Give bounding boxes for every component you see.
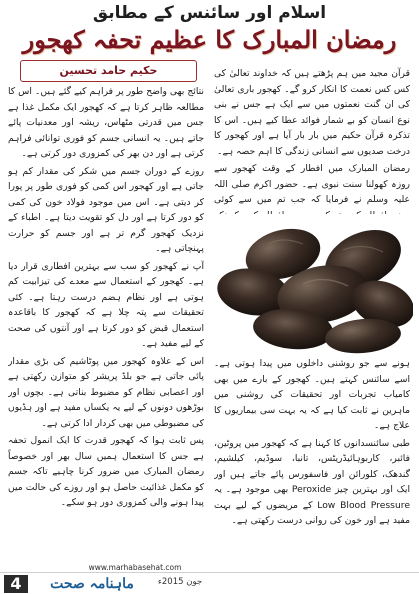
website-url: www.marhabasehat.com bbox=[88, 563, 182, 572]
paragraph: نتائج بھی واضح طور پر فراہم کیے گئے ہیں۔ اس کا مطالعہ ظاہر کرتا ہے کہ کھجور ایک مکمل غذا ہے جس میں قدرتی مٹھاس، ریشہ اور معدنیات پائے جاتے ہیں۔ یہ انسانی جسم کو فوری توانائی فراہم کرتی ہے اور دن بھر کی کمزوری دور کرتی ہے۔ bbox=[8, 86, 204, 159]
paragraph: اس کے علاوہ کھجور میں پوٹاشیم کی بڑی مقدار پائی جاتی ہے جو بلڈ پریشر کو متوازن رکھتی ہے اور اعصابی نظام کو مضبوط بناتی ہے۔ بچوں اور بوڑھوں دونوں کے لیے یہ یکساں مفید ہے اور ہڈیوں کی مضبوطی میں بھی کردار ادا کرتی ہے۔ bbox=[8, 355, 204, 429]
paragraph: طبی سائنسدانوں کا کہنا ہے کہ کھجور میں پروٹین، فائبر، کاربوہائیڈریٹس، تانبا، سوڈیم، کیلشیم، گندھک، کلورائن اور فاسفورس پائے جاتے ہیں اور ایک اور بہترین چیز Peroxide بھی موجود ہے۔ یہ Low Blood Pressure کے مریضوں کے لیے بہت مفید ہے اور خون کی روانی درست رکھتی ہے۔ bbox=[214, 437, 410, 526]
issue-date: جون 2015ء bbox=[157, 577, 203, 587]
article-kicker: اسلام اور سائنس کے مطابق bbox=[92, 3, 327, 23]
paragraph: پس ثابت ہوا کہ کھجور قدرت کا ایک انمول تحفہ ہے جس کا استعمال ہمیں سال بھر اور خصوصاً رمضان المبارک میں ضرور کرنا چاہیے تاکہ جسم کو مکمل غذائیت حاصل ہو اور روزے کی حالت میں پیدا ہونے والی کمزوری دور ہو سکے۔ bbox=[8, 435, 204, 508]
paragraph: قرآن مجید میں ہم پڑھتے ہیں کہ خداوند تعالیٰ کی کس کس نعمت کا انکار کرو گے۔ کھجور باری تعالیٰ کی ان گنت نعمتوں میں سے ایک ہے جس نے بنی نوع انسان کو بے شمار فوائد عطا کیے ہیں۔ اس کا تذکرہ قرآن حکیم میں بار بار آیا ہے اور کھجور کا درخت صدیوں سے انسانی زندگی کا اہم حصہ ہے۔ bbox=[214, 68, 410, 157]
left-column bbox=[8, 84, 204, 572]
paragraph: آپ نے کھجور کو سب سے بہترین افطاری قرار دیا ہے۔ کھجور کے استعمال سے معدے کی تیزابیت کم ہوتی ہے اور نظام ہضم درست رہتا ہے۔ کئی تحقیقات سے پتہ چلا ہے کہ کھجور کا باقاعدہ استعمال قبض کو دور کرتا ہے اور آنتوں کی صحت کے لیے مفید ہے۔ bbox=[8, 260, 204, 349]
magazine-logo: ماہنامہ صحت bbox=[50, 576, 134, 592]
paragraph: رمضان المبارک میں افطار کے وقت کھجور سے روزہ کھولنا سنت نبوی ہے۔ حضور اکرم صلی اللہ علیہ وسلم نے فرمایا کہ جب تم میں سے کوئی bbox=[214, 163, 410, 205]
paragraph: ہونے سے جو روشنی داخلوں میں پیدا ہوتی ہے۔ اسے سائنس کہتے ہیں۔ کھجور کے بارے میں بھی کامیاب تجربات اور تحقیقات کی روشنی میں ماہرین نے ثابت کیا ہے کہ یہ بہت سی بیماریوں کا علاج ہے۔ bbox=[214, 358, 410, 431]
author-badge: حکیم حامد تحسین bbox=[20, 60, 197, 82]
right-column-bottom bbox=[214, 356, 410, 568]
page-number: 4 bbox=[4, 575, 28, 593]
footer-divider bbox=[0, 572, 419, 573]
dates-photo bbox=[213, 214, 413, 354]
paragraph: روزے کے دوران جسم میں شکر کی مقدار کم ہو جاتی ہے اور کھجور اس کمی کو فوری طور پر پورا کر دیتی ہے۔ اس میں موجود فولاد خون کی کمی کو دور کرتا ہے اور دل کو تقویت دیتا ہے۔ اطباء کے نزدیک کھجور گرم تر ہے اور جسم کو حرارت پہنچاتی ہے۔ bbox=[8, 165, 204, 254]
article-title: رمضان المبارک کا عظیم تحفہ کھجور bbox=[22, 25, 397, 54]
dates-image bbox=[213, 214, 413, 354]
article-header bbox=[0, 0, 419, 60]
